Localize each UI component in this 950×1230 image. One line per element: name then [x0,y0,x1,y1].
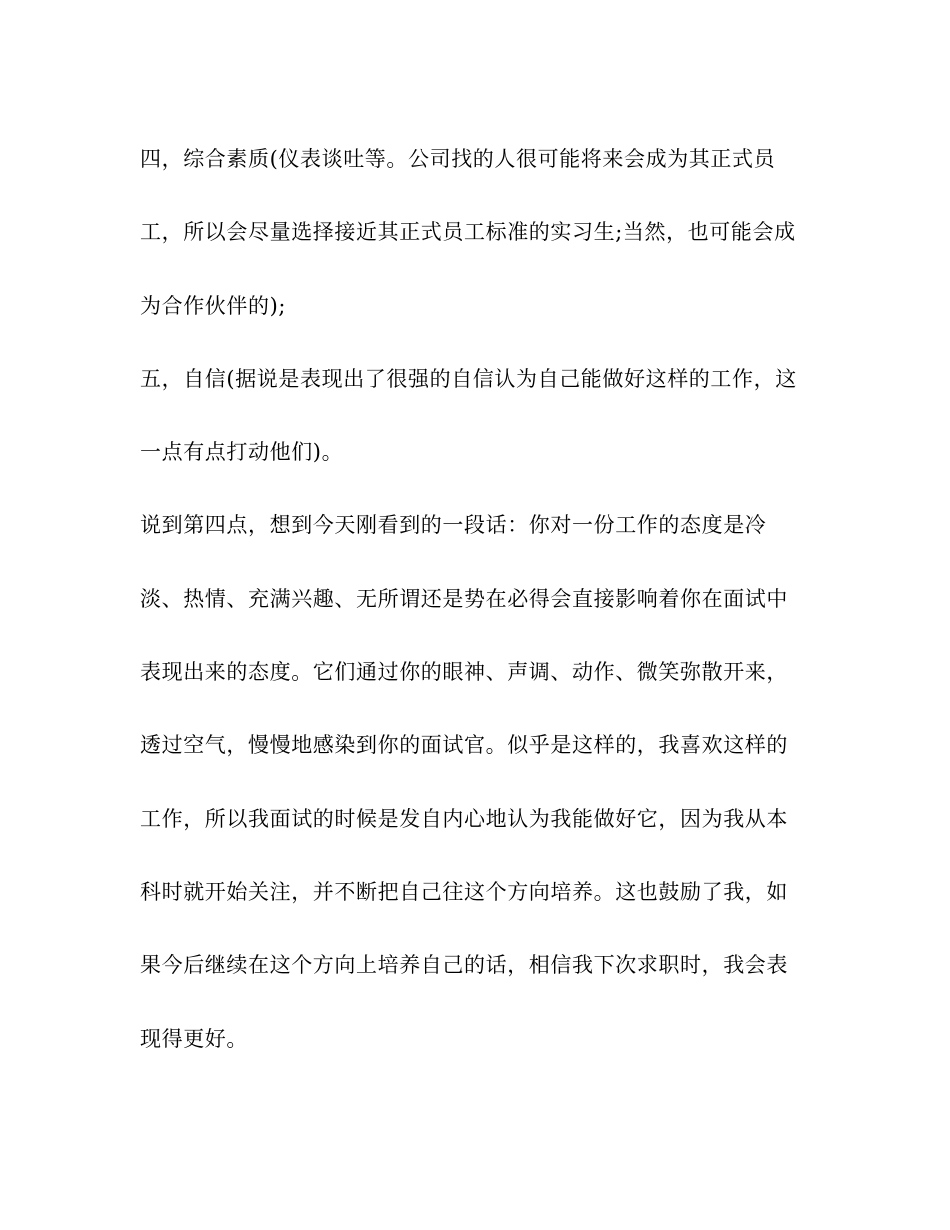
text-line: 果今后继续在这个方向上培养自己的话，相信我下次求职时，我会表 [140,953,788,978]
body-text [140,135,820,1088]
text-line: 四，综合素质(仪表谈吐等。公司找的人很可能将来会成为其正式员 [140,147,776,171]
text-line: 表现出来的态度。它们通过你的眼神、声调、动作、微笑弥散开来， [140,660,788,685]
text-line: 透过空气，慢慢地感染到你的面试官。似乎是这样的，我喜欢这样的 [140,733,788,758]
text-line: 五，自信(据说是表现出了很强的自信认为自己能做好这样的工作，这 [140,366,797,391]
text-line: 科时就开始关注，并不断把自己往这个方向培养。这也鼓励了我，如 [140,879,788,904]
text-line: 工作，所以我面试的时候是发自内心地认为我能做好它，因为我从本 [140,806,788,831]
text-line: 淡、热情、充满兴趣、无所谓还是势在必得会直接影响着你在面试中 [140,586,788,611]
text-line: 说到第四点，想到今天刚看到的一段话：你对一份工作的态度是冷 [140,513,767,538]
text-line: 一点有点打动他们)。 [140,440,344,465]
text-line: 现得更好。 [140,1026,248,1051]
text-line: 工，所以会尽量选择接近其正式员工标准的实习生;当然，也可能会成 [140,220,796,245]
text-line: 为合作伙伴的); [140,293,287,318]
